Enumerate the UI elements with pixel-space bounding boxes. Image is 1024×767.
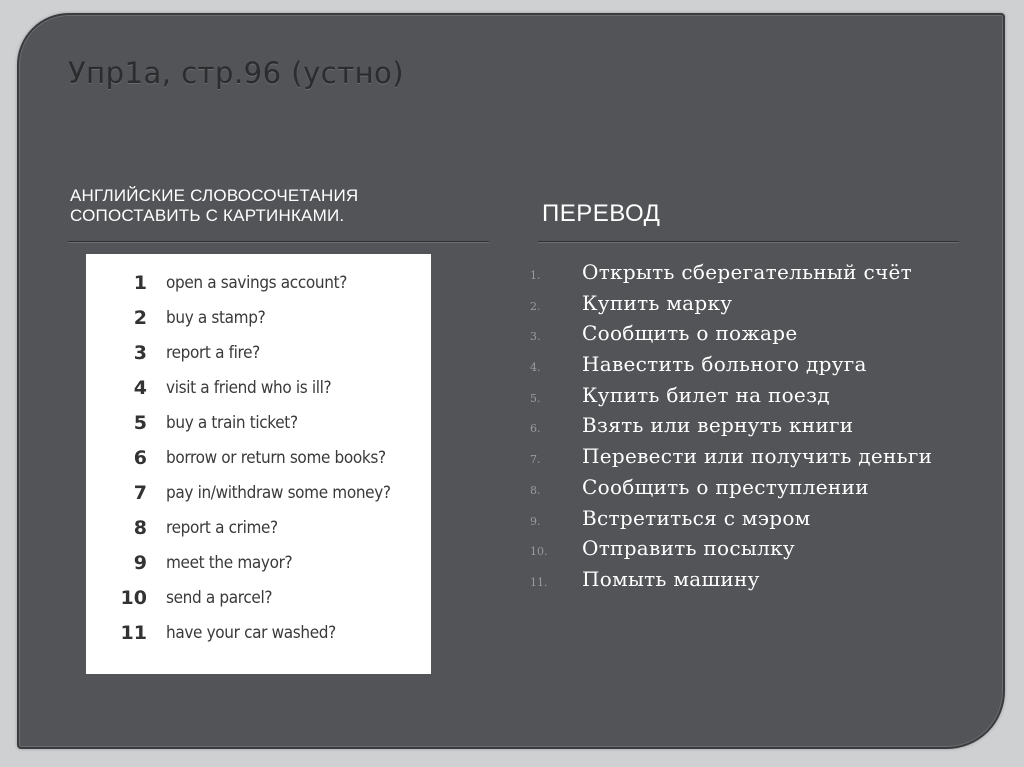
translation-item — [530, 567, 970, 598]
translation-item-number: 4. — [530, 361, 541, 375]
translation-item-number: 8. — [530, 483, 541, 497]
textbook-item-number: 2 — [133, 307, 147, 329]
textbook-item-text: meet the mayor? — [166, 553, 293, 573]
translation-item-text: Отправить посылку — [582, 536, 795, 561]
textbook-item — [86, 622, 431, 657]
textbook-item-text: report a fire? — [166, 343, 260, 363]
left-column-heading — [70, 186, 490, 226]
textbook-item-number: 4 — [133, 377, 147, 399]
translation-item-number: 1. — [530, 269, 541, 282]
slide-title: Упр1a, стр.96 (устно) — [68, 56, 405, 90]
translation-item — [530, 260, 970, 291]
translation-item-text: Сообщить о пожаре — [582, 321, 798, 346]
translation-item-text: Открыть сберегательный счёт — [582, 260, 912, 284]
textbook-item — [86, 447, 431, 482]
translation-item-text: Встретиться с мэром — [582, 505, 811, 530]
textbook-item — [86, 517, 431, 552]
textbook-item-text: pay in/withdraw some money? — [166, 483, 391, 503]
translation-item-number: 5. — [530, 391, 541, 405]
translation-item-number: 6. — [530, 422, 541, 436]
translation-item-number: 7. — [530, 453, 541, 467]
textbook-item-number: 10 — [120, 587, 147, 609]
textbook-item — [86, 482, 431, 517]
translation-item — [530, 475, 970, 506]
translation-item-text: Взять или вернуть книги — [582, 413, 854, 438]
translation-item-number: 11. — [530, 575, 548, 589]
translation-item-number: 3. — [530, 330, 541, 344]
translation-item — [530, 536, 970, 567]
textbook-item — [86, 377, 431, 412]
textbook-item-number: 11 — [120, 622, 147, 644]
textbook-item — [86, 307, 431, 342]
textbook-item-number: 6 — [133, 447, 147, 469]
translation-item-number: 10. — [530, 545, 548, 559]
textbook-item — [86, 342, 431, 377]
translation-item-text: Навестить больного друга — [582, 352, 867, 377]
textbook-item-text: buy a train ticket? — [166, 413, 298, 433]
left-heading-divider — [68, 241, 489, 242]
translation-item-text: Сообщить о преступлении — [582, 474, 869, 499]
textbook-item-text: visit a friend who is ill? — [166, 378, 332, 398]
textbook-item — [86, 412, 431, 447]
textbook-item-number: 3 — [133, 342, 147, 364]
textbook-item — [86, 272, 431, 307]
translation-item — [530, 321, 970, 352]
translation-item-text: Помыть машину — [582, 566, 760, 591]
textbook-item — [86, 587, 431, 622]
translation-item-text: Перевести или получить деньги — [582, 444, 933, 469]
textbook-item-number: 9 — [133, 552, 147, 574]
textbook-item-number: 1 — [133, 272, 147, 294]
translation-item — [530, 444, 970, 475]
translation-item — [530, 352, 970, 383]
translation-item-number: 2. — [530, 299, 541, 313]
textbook-item-text: report a crime? — [166, 518, 278, 538]
left-heading-line-2: СОПОСТАВИТЬ С КАРТИНКАМИ. — [70, 206, 345, 225]
translation-item — [530, 383, 970, 414]
textbook-item-text: send a parcel? — [166, 588, 273, 608]
translation-item — [530, 506, 970, 537]
textbook-item-text: have your car washed? — [166, 623, 336, 643]
right-column-heading: ПЕРЕВОД — [542, 200, 661, 227]
translation-item-text: Купить билет на поезд — [582, 382, 830, 407]
textbook-item-number: 5 — [133, 412, 147, 434]
translation-item — [530, 413, 970, 444]
textbook-item-text: borrow or return some books? — [166, 448, 386, 468]
translation-item-text: Купить марку — [582, 290, 733, 315]
textbook-item-number: 7 — [133, 482, 147, 504]
textbook-item-text: open a savings account? — [166, 273, 347, 293]
left-heading-line-1: АНГЛИЙСКИЕ СЛОВОСОЧЕТАНИЯ — [70, 186, 359, 205]
translation-item — [530, 291, 970, 322]
textbook-item-text: buy a stamp? — [166, 308, 266, 328]
right-heading-divider — [538, 241, 959, 242]
textbook-exercise-image — [86, 254, 431, 674]
textbook-item-number: 8 — [133, 517, 147, 539]
translation-list — [530, 260, 970, 598]
translation-item-number: 9. — [530, 514, 541, 528]
textbook-item — [86, 552, 431, 587]
